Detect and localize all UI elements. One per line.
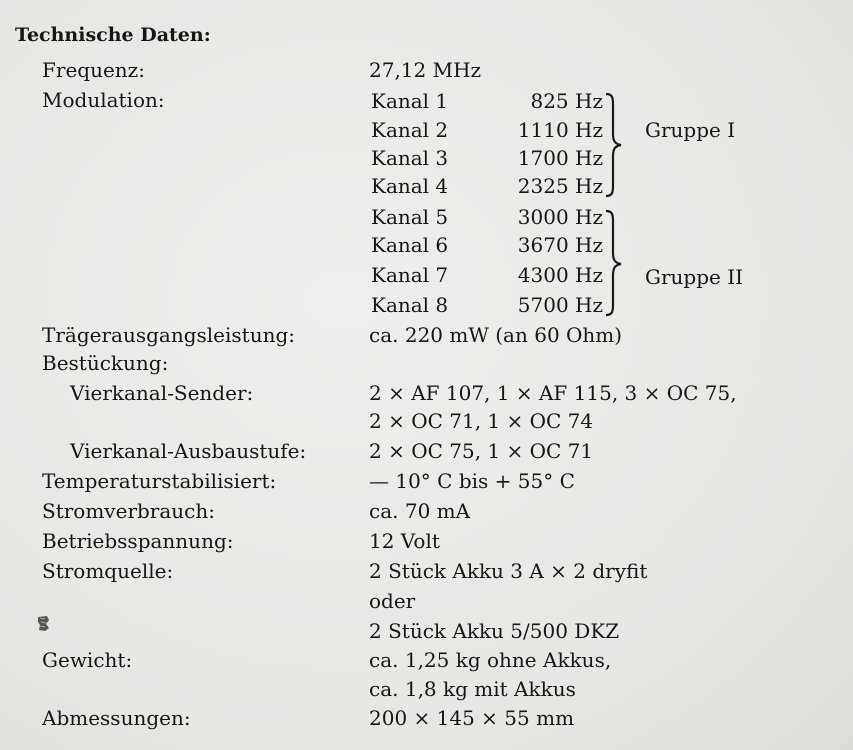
current-label: Stromverbrauch: <box>42 499 215 523</box>
extension-value: 2 × OC 75, 1 × OC 71 <box>369 439 594 463</box>
weight-line1: ca. 1,25 kg ohne Akkus, <box>369 648 612 672</box>
power-source-line1: 2 Stück Akku 3 A × 2 dryfit <box>369 559 648 583</box>
voltage-value: 12 Volt <box>369 529 440 553</box>
channel-name: Kanal 8 <box>371 293 449 317</box>
group-two-brace <box>603 207 627 319</box>
ink-smudge-mark <box>37 615 50 632</box>
group-one-brace <box>603 90 627 200</box>
channel-name: Kanal 6 <box>371 233 449 257</box>
power-source-line3: 2 Stück Akku 5/500 DKZ <box>369 619 620 643</box>
power-source-label: Stromquelle: <box>42 559 174 583</box>
temperature-label: Temperaturstabilisiert: <box>42 469 277 493</box>
weight-label: Gewicht: <box>42 648 133 672</box>
current-value: ca. 70 mA <box>369 499 471 523</box>
modulation-label: Modulation: <box>42 88 165 112</box>
weight-line2: ca. 1,8 kg mit Akkus <box>369 677 576 701</box>
channel-freq: 3670 Hz <box>517 233 603 257</box>
sender-label: Vierkanal-Sender: <box>70 381 254 405</box>
channel-freq: 1700 Hz <box>517 146 603 170</box>
output-power-value: ca. 220 mW (an 60 Ohm) <box>369 323 623 347</box>
channel-name: Kanal 2 <box>371 118 449 142</box>
channel-freq: 1110 Hz <box>517 118 603 142</box>
section-title: Technische Daten: <box>15 24 211 46</box>
extension-label: Vierkanal-Ausbaustufe: <box>70 439 307 463</box>
channel-name: Kanal 7 <box>371 263 449 287</box>
equipment-label: Bestückung: <box>42 351 169 375</box>
frequency-label: Frequenz: <box>42 58 145 82</box>
channel-name: Kanal 5 <box>371 205 449 229</box>
frequency-value: 27,12 MHz <box>369 58 482 82</box>
sender-value-line2: 2 × OC 71, 1 × OC 74 <box>369 409 594 433</box>
channel-name: Kanal 1 <box>371 89 449 113</box>
temperature-value: — 10° C bis + 55° C <box>369 469 575 493</box>
channel-freq: 2325 Hz <box>517 174 603 198</box>
channel-name: Kanal 3 <box>371 146 449 170</box>
channel-name: Kanal 4 <box>371 174 449 198</box>
channel-freq: 825 Hz <box>530 89 603 113</box>
power-source-line2: oder <box>369 589 416 613</box>
group-two-label: Gruppe II <box>645 265 744 289</box>
sender-value-line1: 2 × AF 107, 1 × AF 115, 3 × OC 75, <box>369 381 737 405</box>
output-power-label: Trägerausgangsleistung: <box>42 323 295 347</box>
channel-freq: 5700 Hz <box>517 293 603 317</box>
dimensions-value: 200 × 145 × 55 mm <box>369 706 575 730</box>
channel-freq: 3000 Hz <box>517 205 603 229</box>
voltage-label: Betriebsspannung: <box>42 529 234 553</box>
group-one-label: Gruppe I <box>645 118 736 142</box>
dimensions-label: Abmessungen: <box>42 706 191 730</box>
channel-freq: 4300 Hz <box>517 263 603 287</box>
